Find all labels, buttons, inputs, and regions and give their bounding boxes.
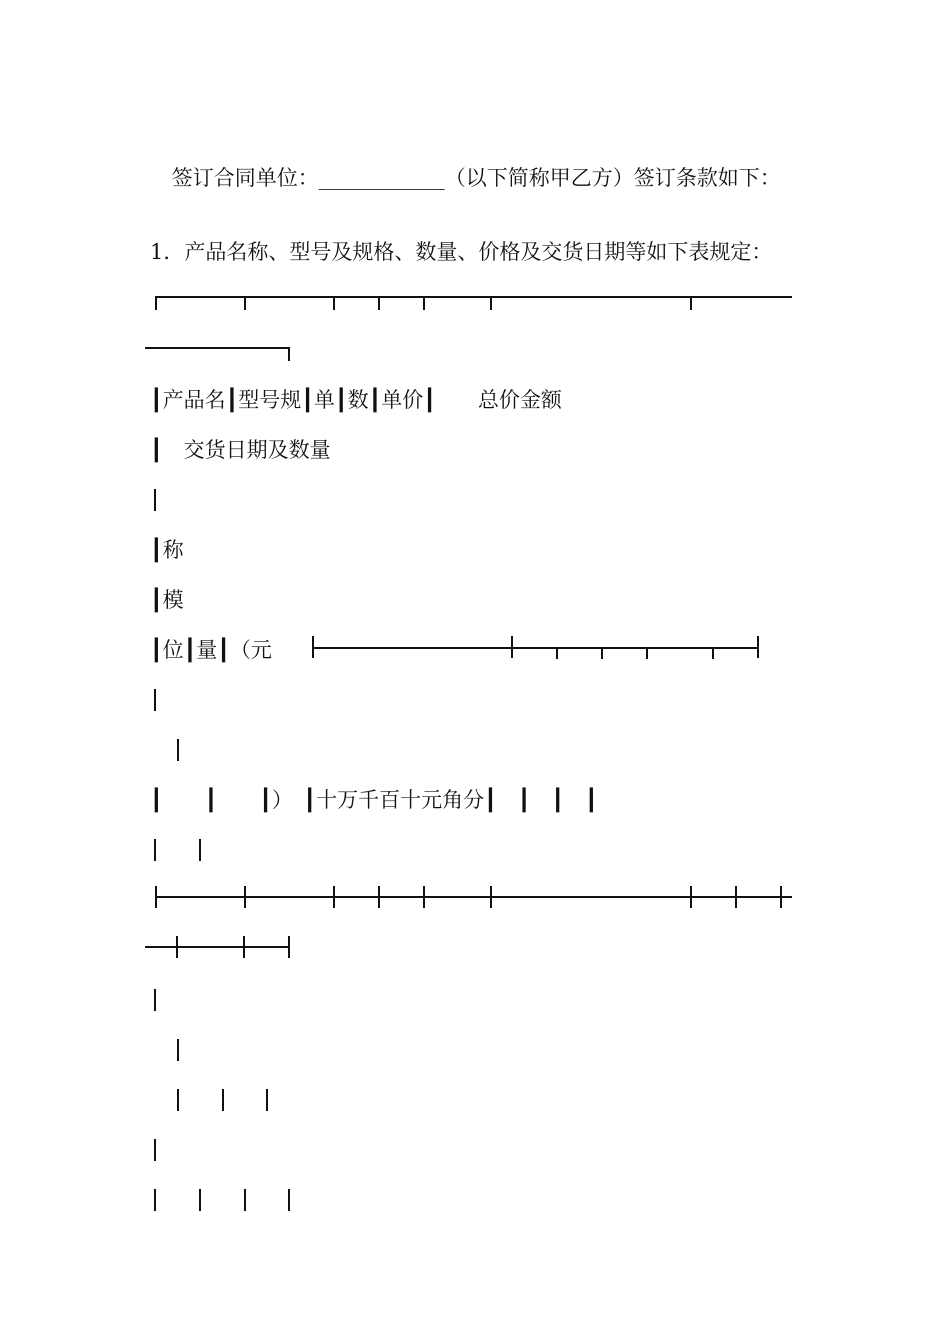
table-bar [177,1089,179,1111]
clause-1: 1．产品名称、型号及规格、数量、价格及交货日期等如下表规定： [150,240,773,264]
table-row-mo: ┃模 [150,588,184,612]
table-bar [154,989,156,1011]
table-mid-border-cont [145,936,295,952]
intro-suffix: （以下简称甲乙方）签订条款如下： [444,166,781,190]
table-bar [222,1089,224,1111]
table-row-cheng: ┃称 [150,538,184,562]
intro-blank: ____________ [318,166,445,190]
intro-label: 签订合同单位： [171,166,319,190]
table-header-row-2: ┃ 交货日期及数量 [150,438,331,462]
table-row-wei: ┃位┃量┃（元 [150,638,272,662]
table-bar [154,1139,156,1161]
table-bar [266,1089,268,1111]
table-bar [154,689,156,711]
table-bar [244,1189,246,1211]
intro-line [145,139,781,217]
table-bar [199,1189,201,1211]
table-subheader-rule [310,640,765,656]
table-bar [177,739,179,761]
table-bar [177,1039,179,1061]
table-bar [199,839,201,861]
table-top-border-cont [145,347,295,363]
table-top-border [150,296,795,312]
table-row-units: ┃ ┃ ┃） ┃十万千百十元角分┃ ┃ ┃ ┃ [150,788,598,812]
table-bar [154,1189,156,1211]
table-bar [154,839,156,861]
table-bar [288,1189,290,1211]
table-bar [154,489,156,511]
table-header-row-1: ┃产品名┃型号规┃单┃数┃单价┃ 总价金额 [150,388,562,412]
table-mid-border [150,886,795,902]
